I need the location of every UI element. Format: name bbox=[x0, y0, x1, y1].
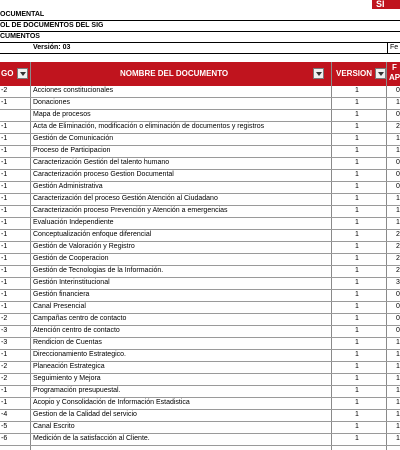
table-row[interactable] bbox=[0, 146, 400, 158]
table-row[interactable] bbox=[0, 386, 400, 398]
cell-document-name: Gestion de la Calidad del servicio bbox=[33, 411, 137, 418]
cell-date-partial: 0 bbox=[396, 291, 400, 298]
cell-code: -1 bbox=[1, 135, 8, 142]
cell-version: 1 bbox=[355, 159, 359, 166]
spreadsheet-top-area bbox=[0, 0, 400, 8]
table-row[interactable] bbox=[0, 362, 400, 374]
cell-code: -1 bbox=[1, 171, 8, 178]
cell-date-partial: 1 bbox=[396, 399, 400, 406]
cell-code: -1 bbox=[1, 399, 8, 406]
cell-version: 1 bbox=[355, 399, 359, 406]
table-row[interactable] bbox=[0, 194, 400, 206]
cell-date-partial: 0 bbox=[396, 159, 400, 166]
cell-version: 1 bbox=[355, 135, 359, 142]
table-row[interactable] bbox=[0, 158, 400, 170]
cell-date-partial: 2 bbox=[396, 123, 400, 130]
cell-version: 1 bbox=[355, 207, 359, 214]
cell-date-partial: 2 bbox=[396, 267, 400, 274]
cell-code: -1 bbox=[1, 207, 8, 214]
cell-code: -1 bbox=[1, 387, 8, 394]
column-header-fecha-line2: AP bbox=[389, 73, 400, 82]
cell-document-name: Gestión de Tecnologias de la Información. bbox=[33, 267, 164, 274]
table-row[interactable] bbox=[0, 422, 400, 434]
header-title-line-2: OL DE DOCUMENTOS DEL SIG bbox=[0, 22, 104, 29]
cell-document-name: Gestión Administrativa bbox=[33, 183, 103, 190]
cell-version: 1 bbox=[355, 279, 359, 286]
cell-document-name: Canal Escrito bbox=[33, 423, 75, 430]
table-row[interactable] bbox=[0, 182, 400, 194]
filter-dropdown-icon[interactable] bbox=[375, 68, 386, 79]
cell-code: -1 bbox=[1, 291, 8, 298]
cell-code: -3 bbox=[1, 327, 8, 334]
cell-code: -1 bbox=[1, 279, 8, 286]
cell-document-name: Canal Presencial bbox=[33, 303, 86, 310]
cell-code: -1 bbox=[1, 99, 8, 106]
cell-date-partial: 2 bbox=[396, 231, 400, 238]
column-header-fecha-line1: F bbox=[392, 63, 397, 72]
cell-document-name: Acta de Eliminación, modificación o eliminación de documentos y registros bbox=[33, 123, 265, 130]
fecha-label: Fe bbox=[390, 44, 399, 51]
column-header-version: VERSION bbox=[336, 69, 373, 78]
header-divider bbox=[0, 53, 400, 54]
cell-document-name: Caracterización del proceso Gestión Atención al Ciudadano bbox=[33, 195, 218, 202]
cell-date-partial: 1 bbox=[396, 339, 400, 346]
title-corner-text: SI bbox=[376, 0, 385, 9]
filter-dropdown-icon[interactable] bbox=[313, 68, 324, 79]
cell-code: -1 bbox=[1, 147, 8, 154]
cell-date-partial: 1 bbox=[396, 411, 400, 418]
cell-document-name: Evaluación Independiente bbox=[33, 219, 114, 226]
table-row[interactable] bbox=[0, 314, 400, 326]
cell-code: -1 bbox=[1, 219, 8, 226]
table-row[interactable] bbox=[0, 134, 400, 146]
cell-date-partial: 0 bbox=[396, 111, 400, 118]
cell-document-name: Seguimiento y Mejora bbox=[33, 375, 101, 382]
cell-code: -1 bbox=[1, 255, 8, 262]
column-header-nombre: NOMBRE DEL DOCUMENTO bbox=[120, 69, 229, 78]
table-row[interactable] bbox=[0, 122, 400, 134]
cell-code: -6 bbox=[1, 435, 8, 442]
cell-version: 1 bbox=[355, 255, 359, 262]
cell-document-name: Mapa de procesos bbox=[33, 111, 91, 118]
table-row[interactable] bbox=[0, 374, 400, 386]
cell-date-partial: 0 bbox=[396, 171, 400, 178]
table-row[interactable] bbox=[0, 398, 400, 410]
table-row[interactable] bbox=[0, 302, 400, 314]
cell-document-name: Proceso de Participacion bbox=[33, 147, 111, 154]
cell-version: 1 bbox=[355, 219, 359, 226]
cell-date-partial: 1 bbox=[396, 135, 400, 142]
table-row[interactable] bbox=[0, 278, 400, 290]
cell-code: -1 bbox=[1, 267, 8, 274]
cell-document-name: Campañas centro de contacto bbox=[33, 315, 127, 322]
table-row[interactable] bbox=[0, 434, 400, 446]
cell-document-name: Gestión financiera bbox=[33, 291, 90, 298]
cell-date-partial: 1 bbox=[396, 387, 400, 394]
cell-date-partial: 1 bbox=[396, 435, 400, 442]
column-header-codigo: GO bbox=[1, 69, 14, 78]
cell-code: -2 bbox=[1, 375, 8, 382]
table-row[interactable] bbox=[0, 326, 400, 338]
cell-code: -1 bbox=[1, 183, 8, 190]
cell-document-name: Donaciones bbox=[33, 99, 70, 106]
cell-version: 1 bbox=[355, 363, 359, 370]
table-row[interactable] bbox=[0, 98, 400, 110]
cell-document-name: Direccionamiento Estrategico. bbox=[33, 351, 126, 358]
cell-date-partial: 2 bbox=[396, 243, 400, 250]
cell-date-partial: 0 bbox=[396, 183, 400, 190]
cell-version: 1 bbox=[355, 183, 359, 190]
cell-date-partial: 0 bbox=[396, 87, 400, 94]
cell-date-partial: 0 bbox=[396, 327, 400, 334]
cell-version: 1 bbox=[355, 243, 359, 250]
cell-date-partial: 1 bbox=[396, 195, 400, 202]
cell-document-name: Gestión de Comunicación bbox=[33, 135, 114, 142]
table-row[interactable] bbox=[0, 218, 400, 230]
cell-version: 1 bbox=[355, 411, 359, 418]
cell-document-name: Planeación Estrategica bbox=[33, 363, 105, 370]
cell-version: 1 bbox=[355, 195, 359, 202]
cell-date-partial: 1 bbox=[396, 99, 400, 106]
cell-version: 1 bbox=[355, 99, 359, 106]
cell-code: -1 bbox=[1, 231, 8, 238]
cell-code: -2 bbox=[1, 87, 8, 94]
cell-version: 1 bbox=[355, 111, 359, 118]
cell-version: 1 bbox=[355, 315, 359, 322]
cell-version: 1 bbox=[355, 423, 359, 430]
cell-code: -3 bbox=[1, 339, 8, 346]
cell-date-partial: 1 bbox=[396, 375, 400, 382]
cell-code: -1 bbox=[1, 303, 8, 310]
cell-code: -1 bbox=[1, 243, 8, 250]
cell-date-partial: 1 bbox=[396, 423, 400, 430]
cell-version: 1 bbox=[355, 231, 359, 238]
table-row[interactable] bbox=[0, 254, 400, 266]
table-row[interactable] bbox=[0, 242, 400, 254]
cell-date-partial: 1 bbox=[396, 207, 400, 214]
cell-date-partial: 2 bbox=[396, 255, 400, 262]
cell-version: 1 bbox=[355, 375, 359, 382]
cell-version: 1 bbox=[355, 291, 359, 298]
cell-code: -1 bbox=[1, 159, 8, 166]
table-header-row bbox=[0, 62, 400, 86]
cell-version: 1 bbox=[355, 303, 359, 310]
table-row[interactable] bbox=[0, 338, 400, 350]
cell-code: -1 bbox=[1, 123, 8, 130]
table-row[interactable] bbox=[0, 170, 400, 182]
cell-date-partial: 0 bbox=[396, 303, 400, 310]
cell-version: 1 bbox=[355, 327, 359, 334]
cell-document-name: Programación presupuestal. bbox=[33, 387, 121, 394]
header-divider bbox=[0, 31, 400, 32]
cell-document-name: Gestión Interinstitucional bbox=[33, 279, 110, 286]
cell-document-name: Caracterización proceso Prevención y Atención a emergencias bbox=[33, 207, 228, 214]
cell-code: -1 bbox=[1, 351, 8, 358]
table-row[interactable] bbox=[0, 86, 400, 98]
cell-code: -1 bbox=[1, 195, 8, 202]
cell-code: -4 bbox=[1, 411, 8, 418]
cell-document-name: Atención centro de contacto bbox=[33, 327, 120, 334]
table-row[interactable] bbox=[0, 230, 400, 242]
cell-document-name: Gestión de Valoración y Registro bbox=[33, 243, 135, 250]
filter-dropdown-icon[interactable] bbox=[17, 68, 28, 79]
cell-date-partial: 1 bbox=[396, 147, 400, 154]
cell-version: 1 bbox=[355, 147, 359, 154]
table-row[interactable] bbox=[0, 290, 400, 302]
table-row[interactable] bbox=[0, 350, 400, 362]
cell-code: -2 bbox=[1, 315, 8, 322]
version-label: Versión: 03 bbox=[33, 44, 71, 51]
cell-version: 1 bbox=[355, 123, 359, 130]
cell-version: 1 bbox=[355, 267, 359, 274]
cell-date-partial: 1 bbox=[396, 351, 400, 358]
header-title-line-3: CUMENTOS bbox=[0, 33, 40, 40]
table-row[interactable] bbox=[0, 206, 400, 218]
cell-date-partial: 1 bbox=[396, 363, 400, 370]
cell-code: -5 bbox=[1, 423, 8, 430]
cell-version: 1 bbox=[355, 435, 359, 442]
cell-document-name: Medición de la satisfacción al Cliente. bbox=[33, 435, 150, 442]
title-corner-cell bbox=[372, 0, 400, 9]
cell-document-name: Acopio y Consolidación de Información Estadistica bbox=[33, 399, 190, 406]
cell-document-name: Gestión de Cooperacion bbox=[33, 255, 109, 262]
header-title-line-1: OCUMENTAL bbox=[0, 11, 45, 18]
table-row[interactable] bbox=[0, 266, 400, 278]
cell-date-partial: 0 bbox=[396, 315, 400, 322]
cell-version: 1 bbox=[355, 387, 359, 394]
cell-document-name: Caracterización Gestión del talento humano bbox=[33, 159, 170, 166]
cell-date-partial: 3 bbox=[396, 279, 400, 286]
table-row[interactable] bbox=[0, 410, 400, 422]
cell-document-name: Rendicion de Cuentas bbox=[33, 339, 102, 346]
cell-version: 1 bbox=[355, 87, 359, 94]
cell-date-partial: 1 bbox=[396, 219, 400, 226]
cell-document-name: Conceptualización enfoque diferencial bbox=[33, 231, 152, 238]
cell-version: 1 bbox=[355, 351, 359, 358]
cell-version: 1 bbox=[355, 339, 359, 346]
cell-version: 1 bbox=[355, 171, 359, 178]
cell-document-name: Acciones constitucionales bbox=[33, 87, 114, 94]
cell-code: -2 bbox=[1, 363, 8, 370]
cell-document-name: Caracterización proceso Gestion Documental bbox=[33, 171, 174, 178]
table-row[interactable] bbox=[0, 110, 400, 122]
